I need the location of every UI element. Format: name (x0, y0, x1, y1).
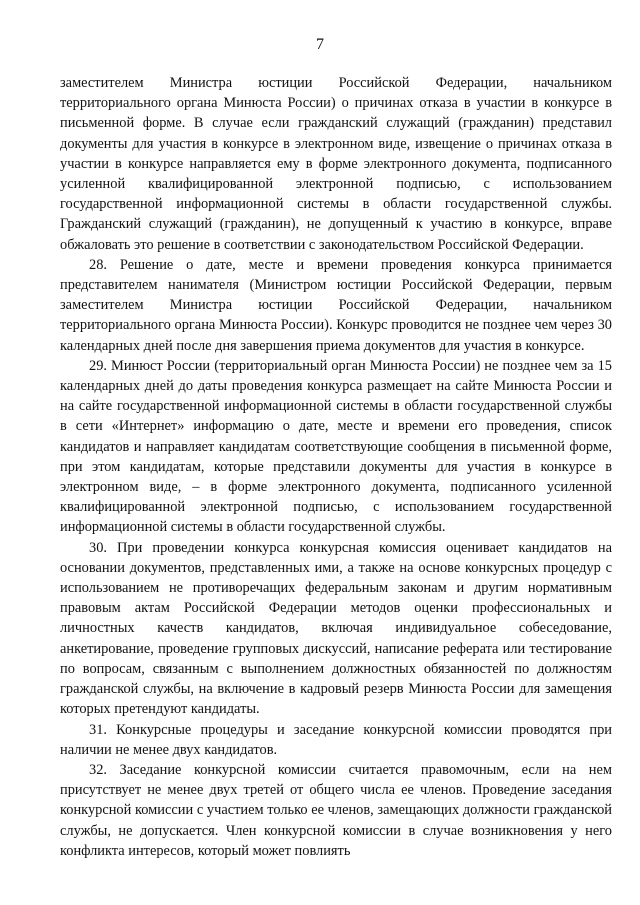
paragraph-32: 32. Заседание конкурсной комиссии считается правомочным, если на нем присутствует не менее двух третей от общего числа ее членов. Проведение заседания конкурсной комиссии с участием только ее членов, замещающих должности гражданской службы, не допускается. Член конкурсной комиссии в случае возникновения у него конфликта интересов, который может повлиять (60, 761, 612, 859)
paragraph-continuation: заместителем Министра юстиции Российской Федерации, начальником территориального органа Минюста России) о причинах отказа в участии в конкурсе в письменной форме. В случае если гражданский служащий (гражданин) представил документы для участия в конкурсе в электронном виде, извещение о причинах отказа в участии в конкурсе направляется ему в форме электронного документа, подписанного усиленной квалифицированной электронной подписью, с использованием государственной информационной системы в области государственной службы. Гражданский служащий (гражданин), не допущенный к участию в конкурсе, вправе обжаловать это решение в соответствии с законодательством Российской Федерации. (60, 75, 612, 253)
paragraph-30: 30. При проведении конкурса конкурсная комиссия оценивает кандидатов на основании документов, представленных ими, а также на основе конкурсных процедур с использованием не противоречащих федеральным законам и другим нормативным правовым актам Российской Федерации методов оценки профессиональных и личностных качеств кандидатов, включая индивидуальное собеседование, анкетирование, проведение групповых дискуссий, написание реферата или тестирование по вопросам, связанным с выполнением должностных обязанностей по должностям гражданской службы, на включение в кадровый резерв Минюста России для замещения которых претендуют кандидаты. (60, 539, 612, 718)
paragraph-29: 29. Минюст России (территориальный орган Минюста России) не позднее чем за 15 календарных дней до даты проведения конкурса размещает на сайте Минюста России и на сайте государственной информационной системы в области государственной службы в сети «Интернет» информацию о дате, месте и времени его проведения, список кандидатов и направляет кандидатам соответствующие сообщения в письменной форме, при этом кандидатам, которые представили документы для участия в конкурсе в электронном виде, – в форме электронного документа, подписанного усиленной квалифицированной электронной подписью, с использованием государственной информационной системы в области государственной службы. (60, 357, 612, 536)
paragraph-31: 31. Конкурсные процедуры и заседание конкурсной комиссии проводятся при наличии не менее двух кандидатов. (60, 721, 612, 758)
page-number: 7 (316, 36, 324, 53)
paragraph-28: 28. Решение о дате, месте и времени проведения конкурса принимается представителем нанимателя (Министром юстиции Российской Федерации, первым заместителем Министра юстиции Российской Федерации, начальником территориального органа Минюста России). Конкурс проводится не позднее чем через 30 календарных дней после дня завершения приема документов для участия в конкурсе. (60, 256, 612, 354)
document-body (60, 73, 612, 861)
